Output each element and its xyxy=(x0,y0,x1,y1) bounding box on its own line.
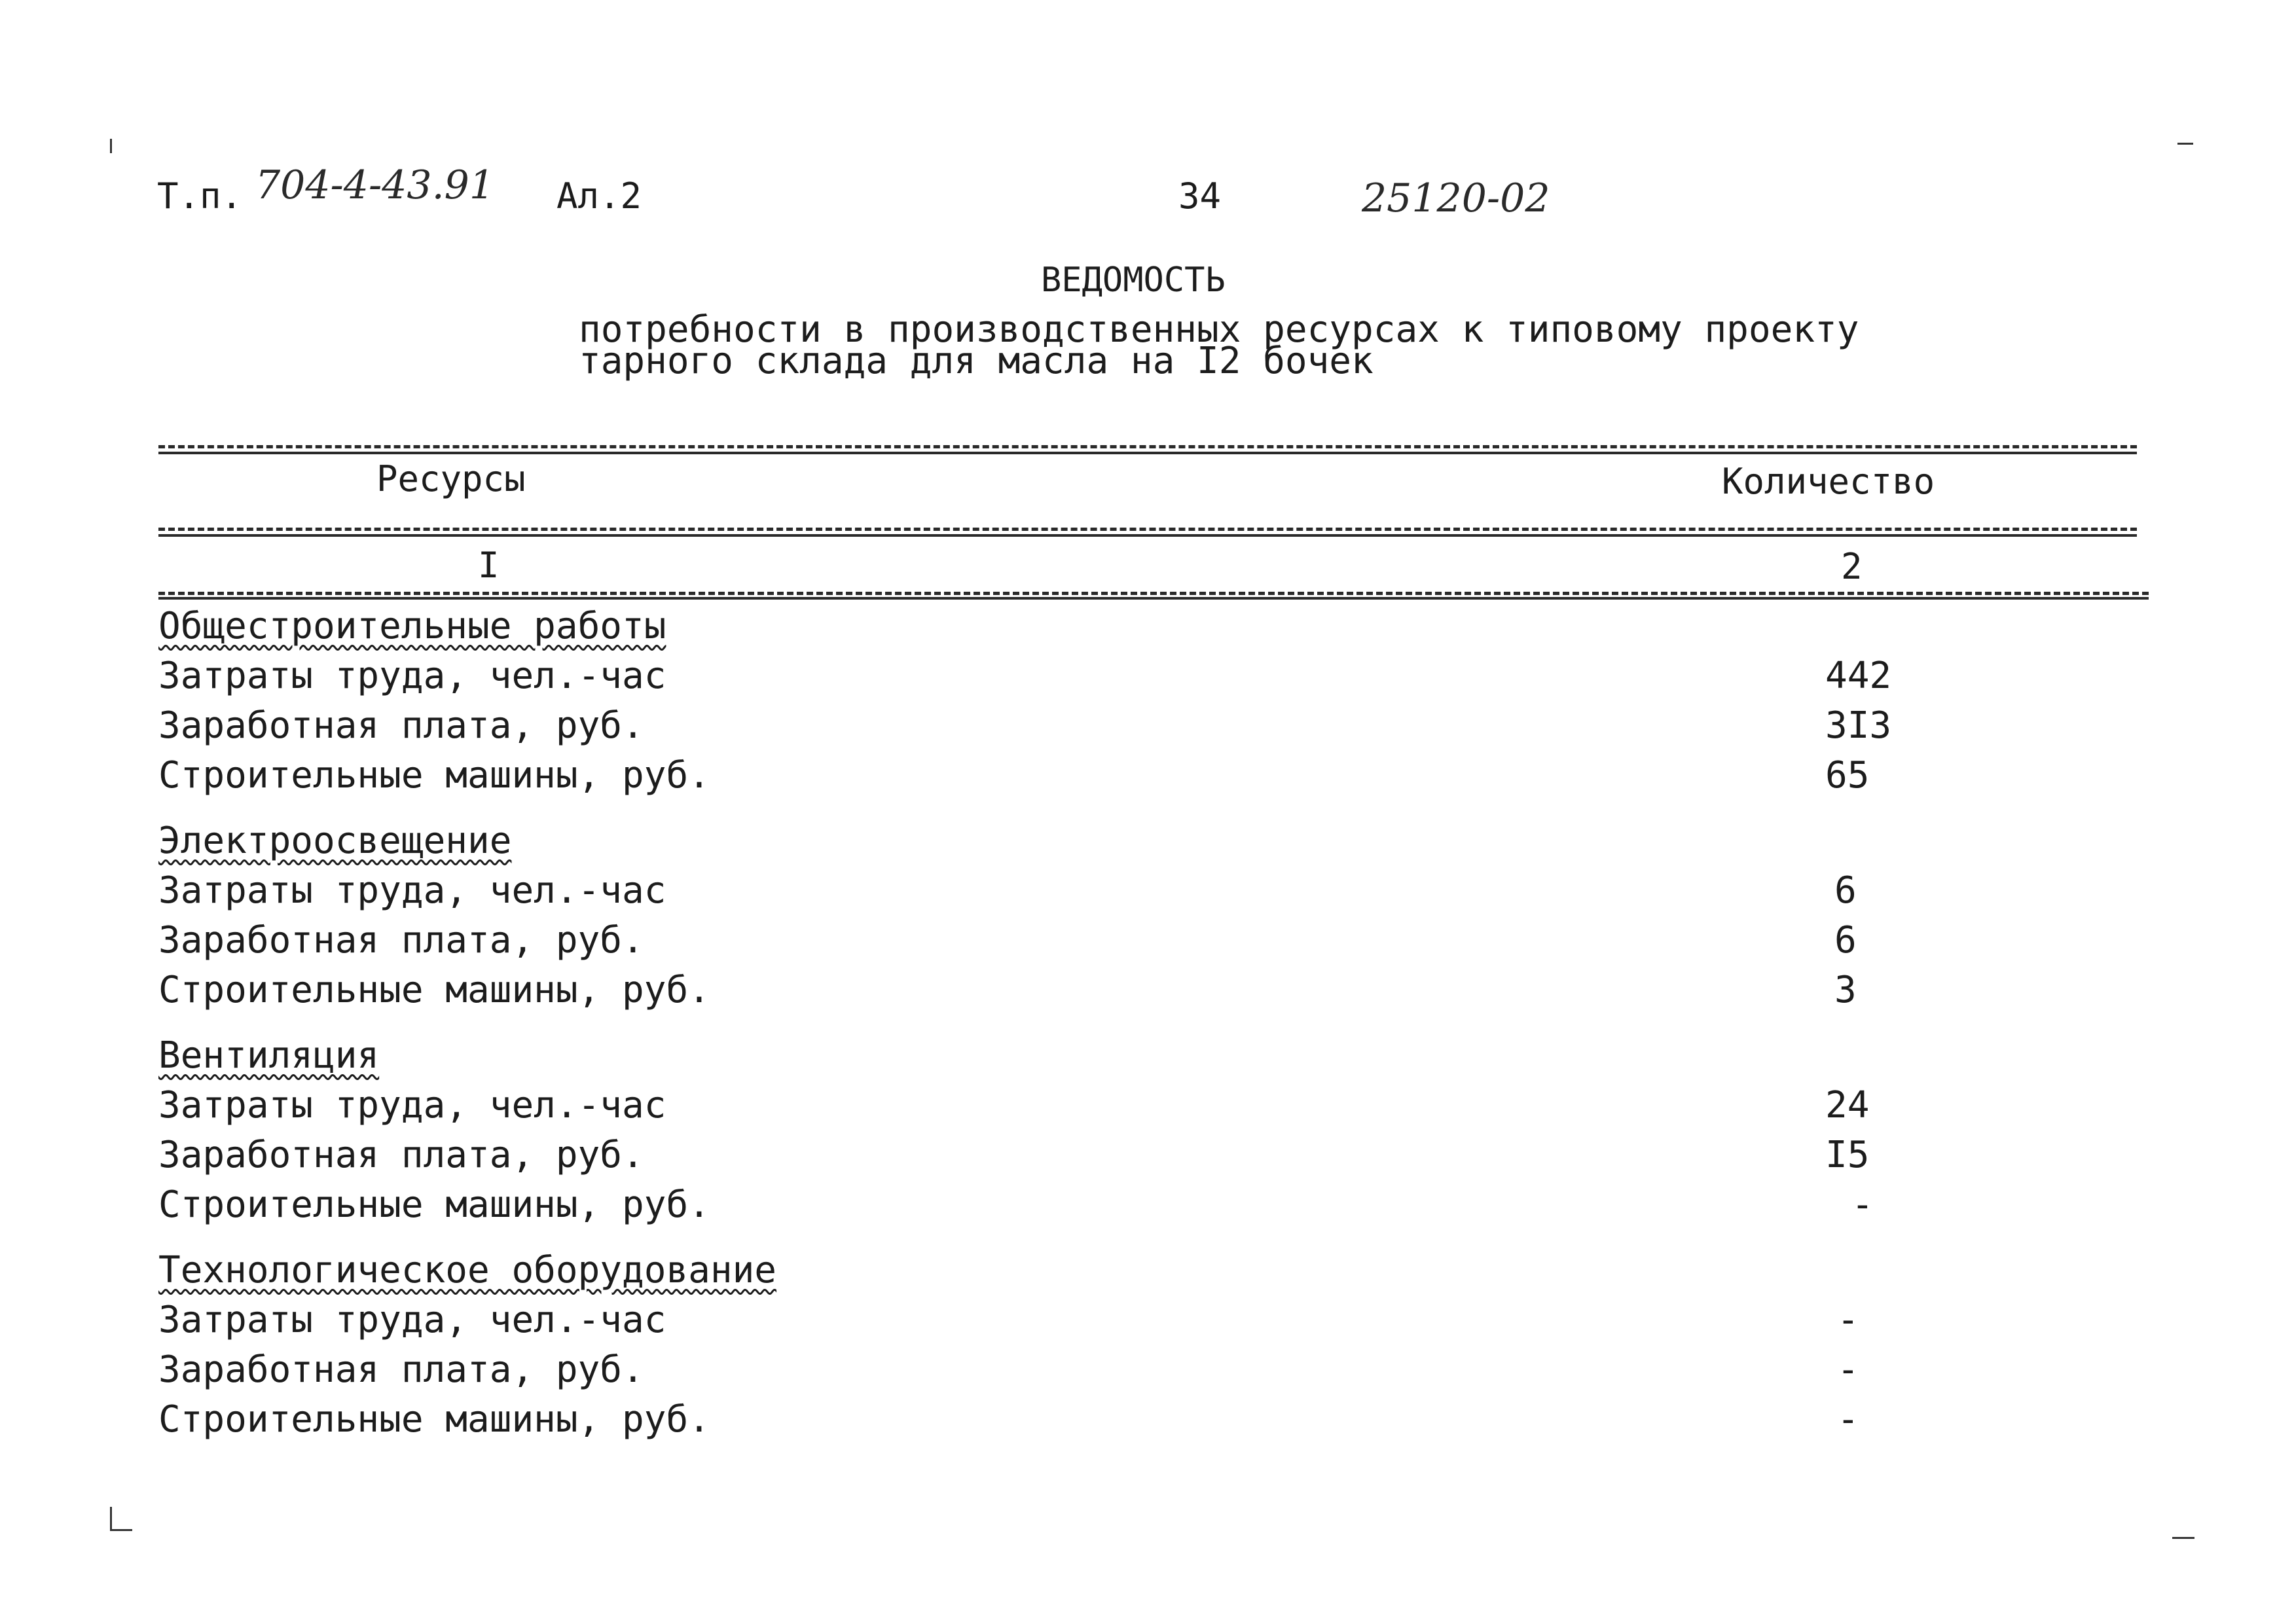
row-label: Затраты труда, чел.-час xyxy=(158,1299,666,1341)
section-title-technological-equipment: Технологическое оборудование xyxy=(158,1249,777,1291)
corner-mark-bottom-right xyxy=(2172,1537,2194,1539)
table-top-rule-2 xyxy=(158,452,2137,454)
table-row xyxy=(158,1183,2155,1233)
table-row xyxy=(158,919,2155,969)
row-label: Заработная плата, руб. xyxy=(158,704,644,747)
row-value: - xyxy=(1837,1299,1859,1341)
column-header-quantity: Количество xyxy=(1722,461,1935,502)
section-title-electric-lighting: Электроосвещение xyxy=(158,820,512,862)
row-value: 442 xyxy=(1825,655,1892,697)
table-row xyxy=(158,1348,2155,1398)
tp-number: 704-4-43.91 xyxy=(255,162,495,208)
section-title-general-construction: Общестроительные работы xyxy=(158,605,666,647)
row-value: 24 xyxy=(1825,1084,1870,1127)
row-label: Затраты труда, чел.-час xyxy=(158,869,666,912)
subtitle-line-1: потребности в производственных ресурсах к типовому проекту xyxy=(579,308,1859,351)
table-top-rule xyxy=(158,445,2137,448)
tp-prefix: Т.п. xyxy=(157,175,243,217)
corner-mark-top-left xyxy=(110,139,112,153)
row-value: 6 xyxy=(1834,919,1857,962)
row-label: Заработная плата, руб. xyxy=(158,1348,644,1391)
table-row xyxy=(158,1084,2155,1134)
document-code: 25120-02 xyxy=(1362,175,1550,221)
row-value: - xyxy=(1837,1348,1859,1391)
row-label: Заработная плата, руб. xyxy=(158,1134,644,1176)
column-number-rule xyxy=(158,592,2149,595)
table-row xyxy=(158,754,2155,804)
row-value: 65 xyxy=(1825,754,1870,797)
column-header-resources: Ресурсы xyxy=(376,458,526,499)
corner-mark-top-right xyxy=(2177,143,2193,145)
row-value: I5 xyxy=(1825,1134,1870,1176)
table-row xyxy=(158,1299,2155,1348)
table-row xyxy=(158,869,2155,919)
corner-mark-bottom-left-h xyxy=(110,1529,132,1531)
header-separator-rule xyxy=(158,528,2137,531)
row-value: 3I3 xyxy=(1825,704,1892,747)
table-row xyxy=(158,1134,2155,1183)
header-separator-rule-2 xyxy=(158,534,2137,537)
table-row xyxy=(158,704,2155,754)
row-value: 3 xyxy=(1834,969,1857,1011)
column-number-2: 2 xyxy=(1841,546,1863,587)
row-value: 6 xyxy=(1834,869,1857,912)
row-label: Затраты труда, чел.-час xyxy=(158,1084,666,1127)
album-label: Ал.2 xyxy=(556,175,642,217)
row-label: Строительные машины, руб. xyxy=(158,969,710,1011)
row-value: - xyxy=(1851,1183,1874,1226)
row-label: Затраты труда, чел.-час xyxy=(158,655,666,697)
row-label: Заработная плата, руб. xyxy=(158,919,644,962)
document-title: ВЕДОМОСТЬ xyxy=(1041,261,1226,300)
row-label: Строительные машины, руб. xyxy=(158,754,710,797)
section-title-ventilation: Вентиляция xyxy=(158,1034,380,1077)
page-number: 34 xyxy=(1178,175,1222,217)
row-value: - xyxy=(1837,1398,1859,1441)
column-number-rule-2 xyxy=(158,597,2149,600)
table-row xyxy=(158,1398,2155,1448)
table-row xyxy=(158,655,2155,704)
row-label: Строительные машины, руб. xyxy=(158,1398,710,1441)
table-row xyxy=(158,969,2155,1019)
row-label: Строительные машины, руб. xyxy=(158,1183,710,1226)
subtitle-line-2: тарного склада для масла на I2 бочек xyxy=(579,340,1374,382)
corner-mark-bottom-left xyxy=(110,1507,112,1530)
column-number-1: I xyxy=(478,545,500,586)
